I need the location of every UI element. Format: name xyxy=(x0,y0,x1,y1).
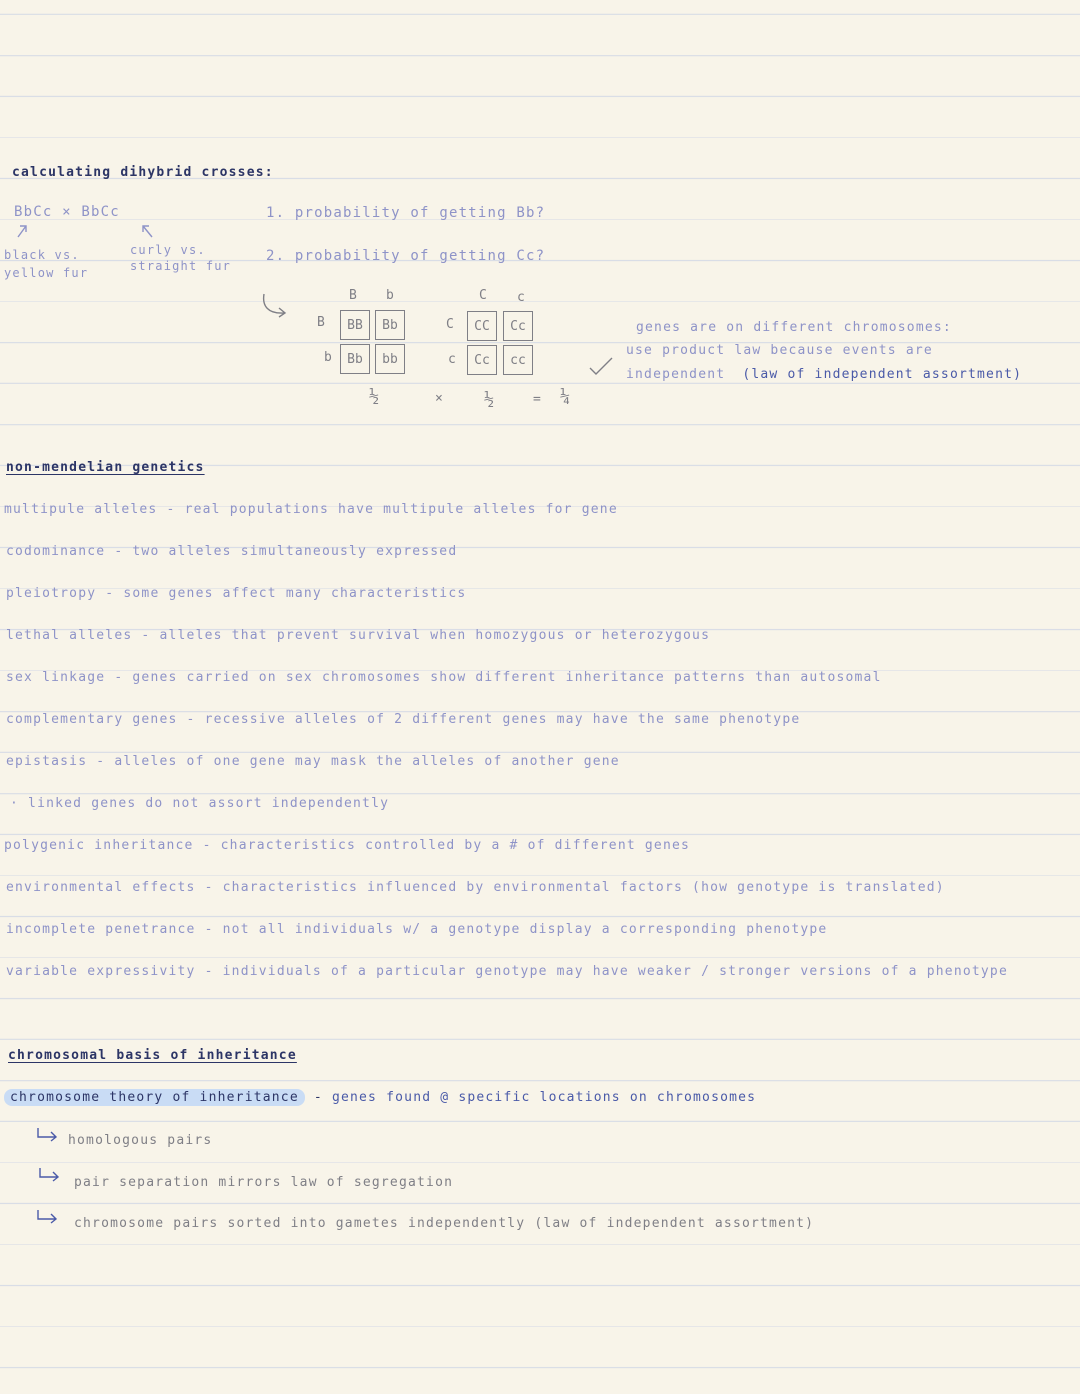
non-mendelian-item xyxy=(6,964,1008,979)
chromosome-theory-row xyxy=(4,1090,756,1105)
definition: characteristics influenced by environmental factors (how genotype is translated) xyxy=(222,880,945,895)
definition: two alleles simultaneously expressed xyxy=(132,544,458,559)
definition: real populations have multipule alleles for gene xyxy=(184,502,618,517)
non-mendelian-title: non-mendelian genetics xyxy=(6,460,205,475)
term: pleiotropy xyxy=(6,586,97,601)
non-mendelian-item xyxy=(6,712,800,727)
chromosomal-title: chromosomal basis of inheritance xyxy=(8,1048,297,1063)
return-arrow-icon xyxy=(36,1166,64,1184)
note-law: (law of independent assortment) xyxy=(742,367,1023,382)
separator: - xyxy=(157,502,185,517)
separator: - xyxy=(87,754,115,769)
definition: some genes affect many characteristics xyxy=(123,586,467,601)
theory-point-text: homologous pairs xyxy=(68,1133,213,1148)
term: · linked genes xyxy=(10,796,137,811)
up-left-arrow-icon xyxy=(138,222,158,240)
return-arrow-icon xyxy=(34,1126,62,1144)
note-line-1: genes are on different chromosomes: xyxy=(636,320,952,335)
separator: - xyxy=(105,544,133,559)
separator: - xyxy=(195,880,223,895)
square-c-col-2: c xyxy=(517,290,527,305)
square-b-row-2: b xyxy=(324,350,334,365)
square-c-cell: Cc xyxy=(467,345,497,375)
theory-separator: - xyxy=(304,1090,332,1105)
dihybrid-title: calculating dihybrid crosses: xyxy=(12,165,274,180)
separator: - xyxy=(132,628,160,643)
check-arrow-icon xyxy=(588,356,614,376)
square-c-row-2: c xyxy=(448,352,458,367)
square-b-cell: BB xyxy=(340,310,370,340)
square-b-row-1: B xyxy=(317,315,327,330)
equals-sign: = xyxy=(533,392,543,407)
non-mendelian-item xyxy=(6,544,457,559)
square-b-col-1: B xyxy=(349,288,359,303)
square-c-row-1: C xyxy=(446,317,456,332)
trait-b-label: black vs. yellow fur xyxy=(4,248,89,280)
term: lethal alleles xyxy=(6,628,133,643)
definition: individuals of a particular genotype may have weaker / stronger versions of a phenotype xyxy=(222,964,1008,979)
non-mendelian-item xyxy=(6,586,466,601)
separator: - xyxy=(105,670,133,685)
non-mendelian-item xyxy=(6,754,620,769)
definition: genes carried on sex chromosomes show different inheritance patterns than autosomal xyxy=(132,670,882,685)
definition: do not assort independently xyxy=(145,796,390,811)
square-b-cell: Bb xyxy=(340,344,370,374)
square-b-cell: bb xyxy=(375,344,405,374)
separator: - xyxy=(193,838,221,853)
term: epistasis xyxy=(6,754,88,769)
times-sign: × xyxy=(435,391,445,406)
separator: - xyxy=(96,586,124,601)
definition: alleles that prevent survival when homozygous or heterozygous xyxy=(159,628,711,643)
definition: alleles of one gene may mask the alleles of another gene xyxy=(114,754,620,769)
chromosome-theory-definition: genes found @ specific locations on chromosomes xyxy=(331,1090,757,1105)
up-arrow-icon xyxy=(14,222,34,240)
square-c-result: ½ xyxy=(484,390,496,410)
square-c-cell: CC xyxy=(467,311,497,341)
term: polygenic inheritance xyxy=(4,838,194,853)
cross-equation: BbCc × BbCc xyxy=(14,204,120,220)
theory-point-text: chromosome pairs sorted into gametes independently (law of independent assortment) xyxy=(74,1216,815,1231)
non-mendelian-item xyxy=(6,628,710,643)
term: incomplete penetrance xyxy=(6,922,196,937)
non-mendelian-item xyxy=(6,670,882,685)
separator: - xyxy=(195,964,223,979)
square-b-cell: Bb xyxy=(375,310,405,340)
curved-arrow-icon xyxy=(258,292,294,320)
definition: not all individuals w/ a genotype display a corresponding phenotype xyxy=(222,922,828,937)
square-c-col-1: C xyxy=(479,288,489,303)
square-c-cell: cc xyxy=(503,345,533,375)
separator: - xyxy=(177,712,205,727)
term: multipule alleles xyxy=(4,502,158,517)
term: codominance xyxy=(6,544,106,559)
non-mendelian-item xyxy=(4,502,618,517)
question-2: 2. probability of getting Cc? xyxy=(266,248,546,264)
separator: - xyxy=(195,922,223,937)
question-1: 1. probability of getting Bb? xyxy=(266,205,546,221)
note-line-2: use product law because events are xyxy=(626,343,933,358)
square-c-cell: Cc xyxy=(503,311,533,341)
chromosome-theory-term: chromosome theory of inheritance xyxy=(4,1089,305,1106)
non-mendelian-item xyxy=(10,796,389,811)
definition: characteristics controlled by a # of different genes xyxy=(220,838,691,853)
term: sex linkage xyxy=(6,670,106,685)
non-mendelian-item xyxy=(6,880,945,895)
return-arrow-icon xyxy=(34,1208,62,1226)
term: complementary genes xyxy=(6,712,178,727)
non-mendelian-item xyxy=(6,922,827,937)
theory-point-text: pair separation mirrors law of segregation xyxy=(74,1175,454,1190)
note-line-3 xyxy=(626,367,1022,382)
term: environmental effects xyxy=(6,880,196,895)
term: variable expressivity xyxy=(6,964,196,979)
trait-c-label: curly vs. straight fur xyxy=(130,243,232,273)
definition: recessive alleles of 2 different genes may have the same phenotype xyxy=(204,712,801,727)
note-independent: independent xyxy=(626,367,726,382)
square-b-result: ½ xyxy=(369,387,381,407)
non-mendelian-item xyxy=(4,838,690,853)
square-b-col-2: b xyxy=(386,288,396,303)
product-result: ¼ xyxy=(560,387,572,407)
